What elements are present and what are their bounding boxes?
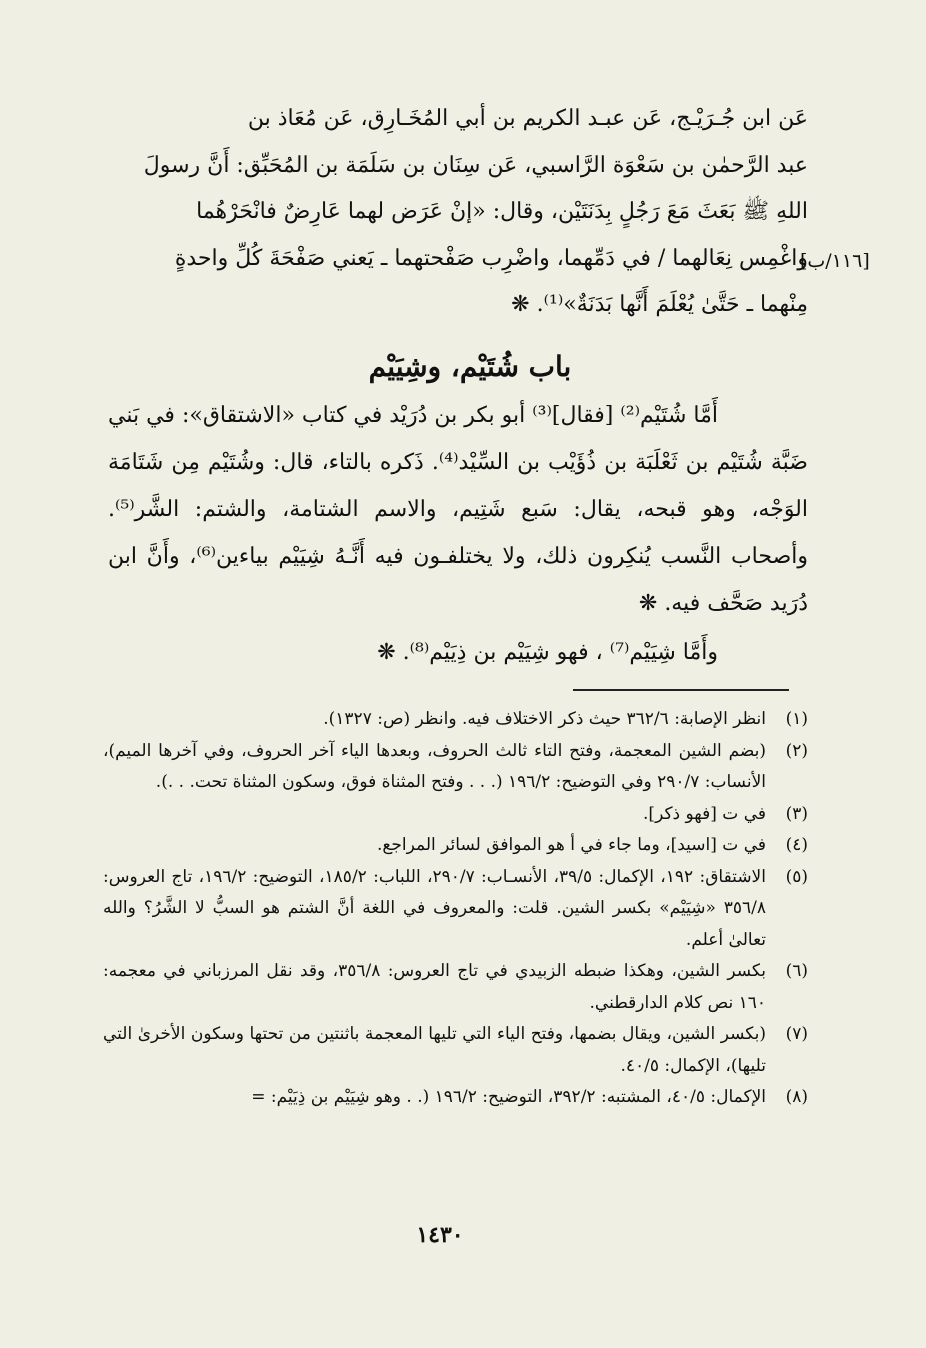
footnote-number: (٧) [785,1024,808,1044]
main-paragraph [108,96,808,329]
footnote-number: (٨) [785,1087,808,1107]
text-line: عبد الرَّحمٰن بن سَعْوَة الرَّاسبي، عَن سِنَان بن سَلَمَة بن المُحَبِّق: أَنَّ رسولَ [143,152,808,178]
text-line: مِنْهما ـ حَتَّىٰ يُعْلَمَ أَنَّها بَدَنَةٌ»⁽¹⁾. ❋ [511,292,808,317]
section-paragraph [108,392,808,627]
footnote-number: (٥) [785,866,808,887]
footnote-text: الإكمال: ٤٠/٥، المشتبه: ٣٩٢/٢، التوضيح: ١٩٦/٢ (. . وهو شِيَيْم بن ذِيَيْم: = [251,1087,766,1107]
footnote-number: (٦) [785,961,808,981]
footnote-text: (بضم الشين المعجمة، وفتح التاء ثالث الحروف، وبعدها الياء آخر الحروف، وفي آخرها الميم)، الأنساب: ٢٩٠/٧ وفي التوضيح: ١٩٦/٢ (. . . وفتح المثناة فوق، وسكون المثناة تحت. . .). [103,740,766,792]
footnote [103,830,808,862]
footnote-number: (١) [785,709,808,729]
text-line: واغْمِس نِعَالهما / في دَمِّهما، واضْرِب صَفْحتهما ـ يَعني صَفْحَةَ كُلِّ واحدةٍ [174,245,808,271]
footnote-number: (٣) [785,803,808,824]
chapter-heading: باب شُتَيْم، وشِيَيْم [368,350,572,383]
paragraph-text: أَمَّا شُتَيْم⁽²⁾ [فقال]⁽³⁾ أبو بكر بن دُرَيْد في كتاب «الاشتقاق»: في بَني ضَبَّة شُتَيْم بن ثَعْلَبَة بن ذُؤَيْب بن السِّيْد⁽⁴⁾. ذَكره بالتاء، قال: وشُتَيْم مِن شَتَامَة الوَجْه، وهو قبحه، يقال: سَبع شَتِيم، والاسم الشتامة، والشتم: الشَّر⁽⁵⁾. وأصحاب النَّسب يُنكِرون ذلك، ولا يختلفـون فيه أَنَّـهُ شِيَيْم بياءين⁽⁶⁾، وأَنَّ ابن دُرَيد صَحَّف فيه. ❋ [108,403,809,616]
footnote [103,956,808,1019]
footnote-separator [573,689,789,691]
manuscript-folio-marker: [١١٦/ب] [800,250,870,272]
footnote-text: الاشتقاق: ١٩٢، الإكمال: ٣٩/٥، الأنسـاب: ٢٩٠/٧، اللباب: ١٨٥/٢، التوضيح: ١٩٦/٢، تاج العروس: ٣٥٦/٨ «شِيَيْم» بكسر الشين. قلت: والمعروف في اللغة أنَّ الشتم هو السبُّ لا الشَّرُ؟ والله تعالىٰ أعلم. [103,866,766,950]
footnote [103,799,808,831]
footnote [103,1082,808,1114]
footnote-text: بكسر الشين، وهكذا ضبطه الزبيدي في تاج العروس: ٣٥٦/٨، وقد نقل المرزباني في معجمه: ١٦٠ نص كلام الدارقطني. [103,961,766,1013]
footnote-text: في ت [فهو ذكر]. [643,803,766,824]
footnote-text: انظر الإصابة: ٣٦٢/٦ حيث ذكر الاختلاف فيه. وانظر (ص: ١٣٢٧). [323,709,766,729]
footnotes [103,704,808,1114]
footnote-text: (بكسر الشين، ويقال بضمها، وفتح الياء التي تليها المعجمة باثنتين من تحتها وسكون الأخرىٰ التي تليها)، الإكمال: ٤٠/٥. [103,1024,766,1076]
text-line: عَن ابن جُـرَيْـج، عَن عبـد الكريم بن أبي المُخَـارِق، عَن مُعَاذ بن [247,106,808,131]
footnote [103,704,808,736]
footnote-text: في ت [اسيد]، وما جاء في أ هو الموافق لسائر المراجع. [376,835,766,855]
text-line: اللهِ ﷺ بَعَثَ مَعَ رَجُلٍ بِدَنَتَيْن، وقال: «إنْ عَرَض لهما عَارِضٌ فانْحَرْهُما [196,199,808,224]
footnote-number: (٤) [785,835,808,855]
footnote [103,862,808,957]
footnote-number: (٢) [785,740,808,761]
page-number: ١٤٣٠ [416,1222,464,1248]
second-paragraph: وأَمَّا شِيَيْم⁽⁷⁾ ، فهو شِيَيْم بن ذِيَيْم⁽⁸⁾. ❋ [377,640,718,665]
footnote [103,736,808,799]
footnote [103,1019,808,1082]
